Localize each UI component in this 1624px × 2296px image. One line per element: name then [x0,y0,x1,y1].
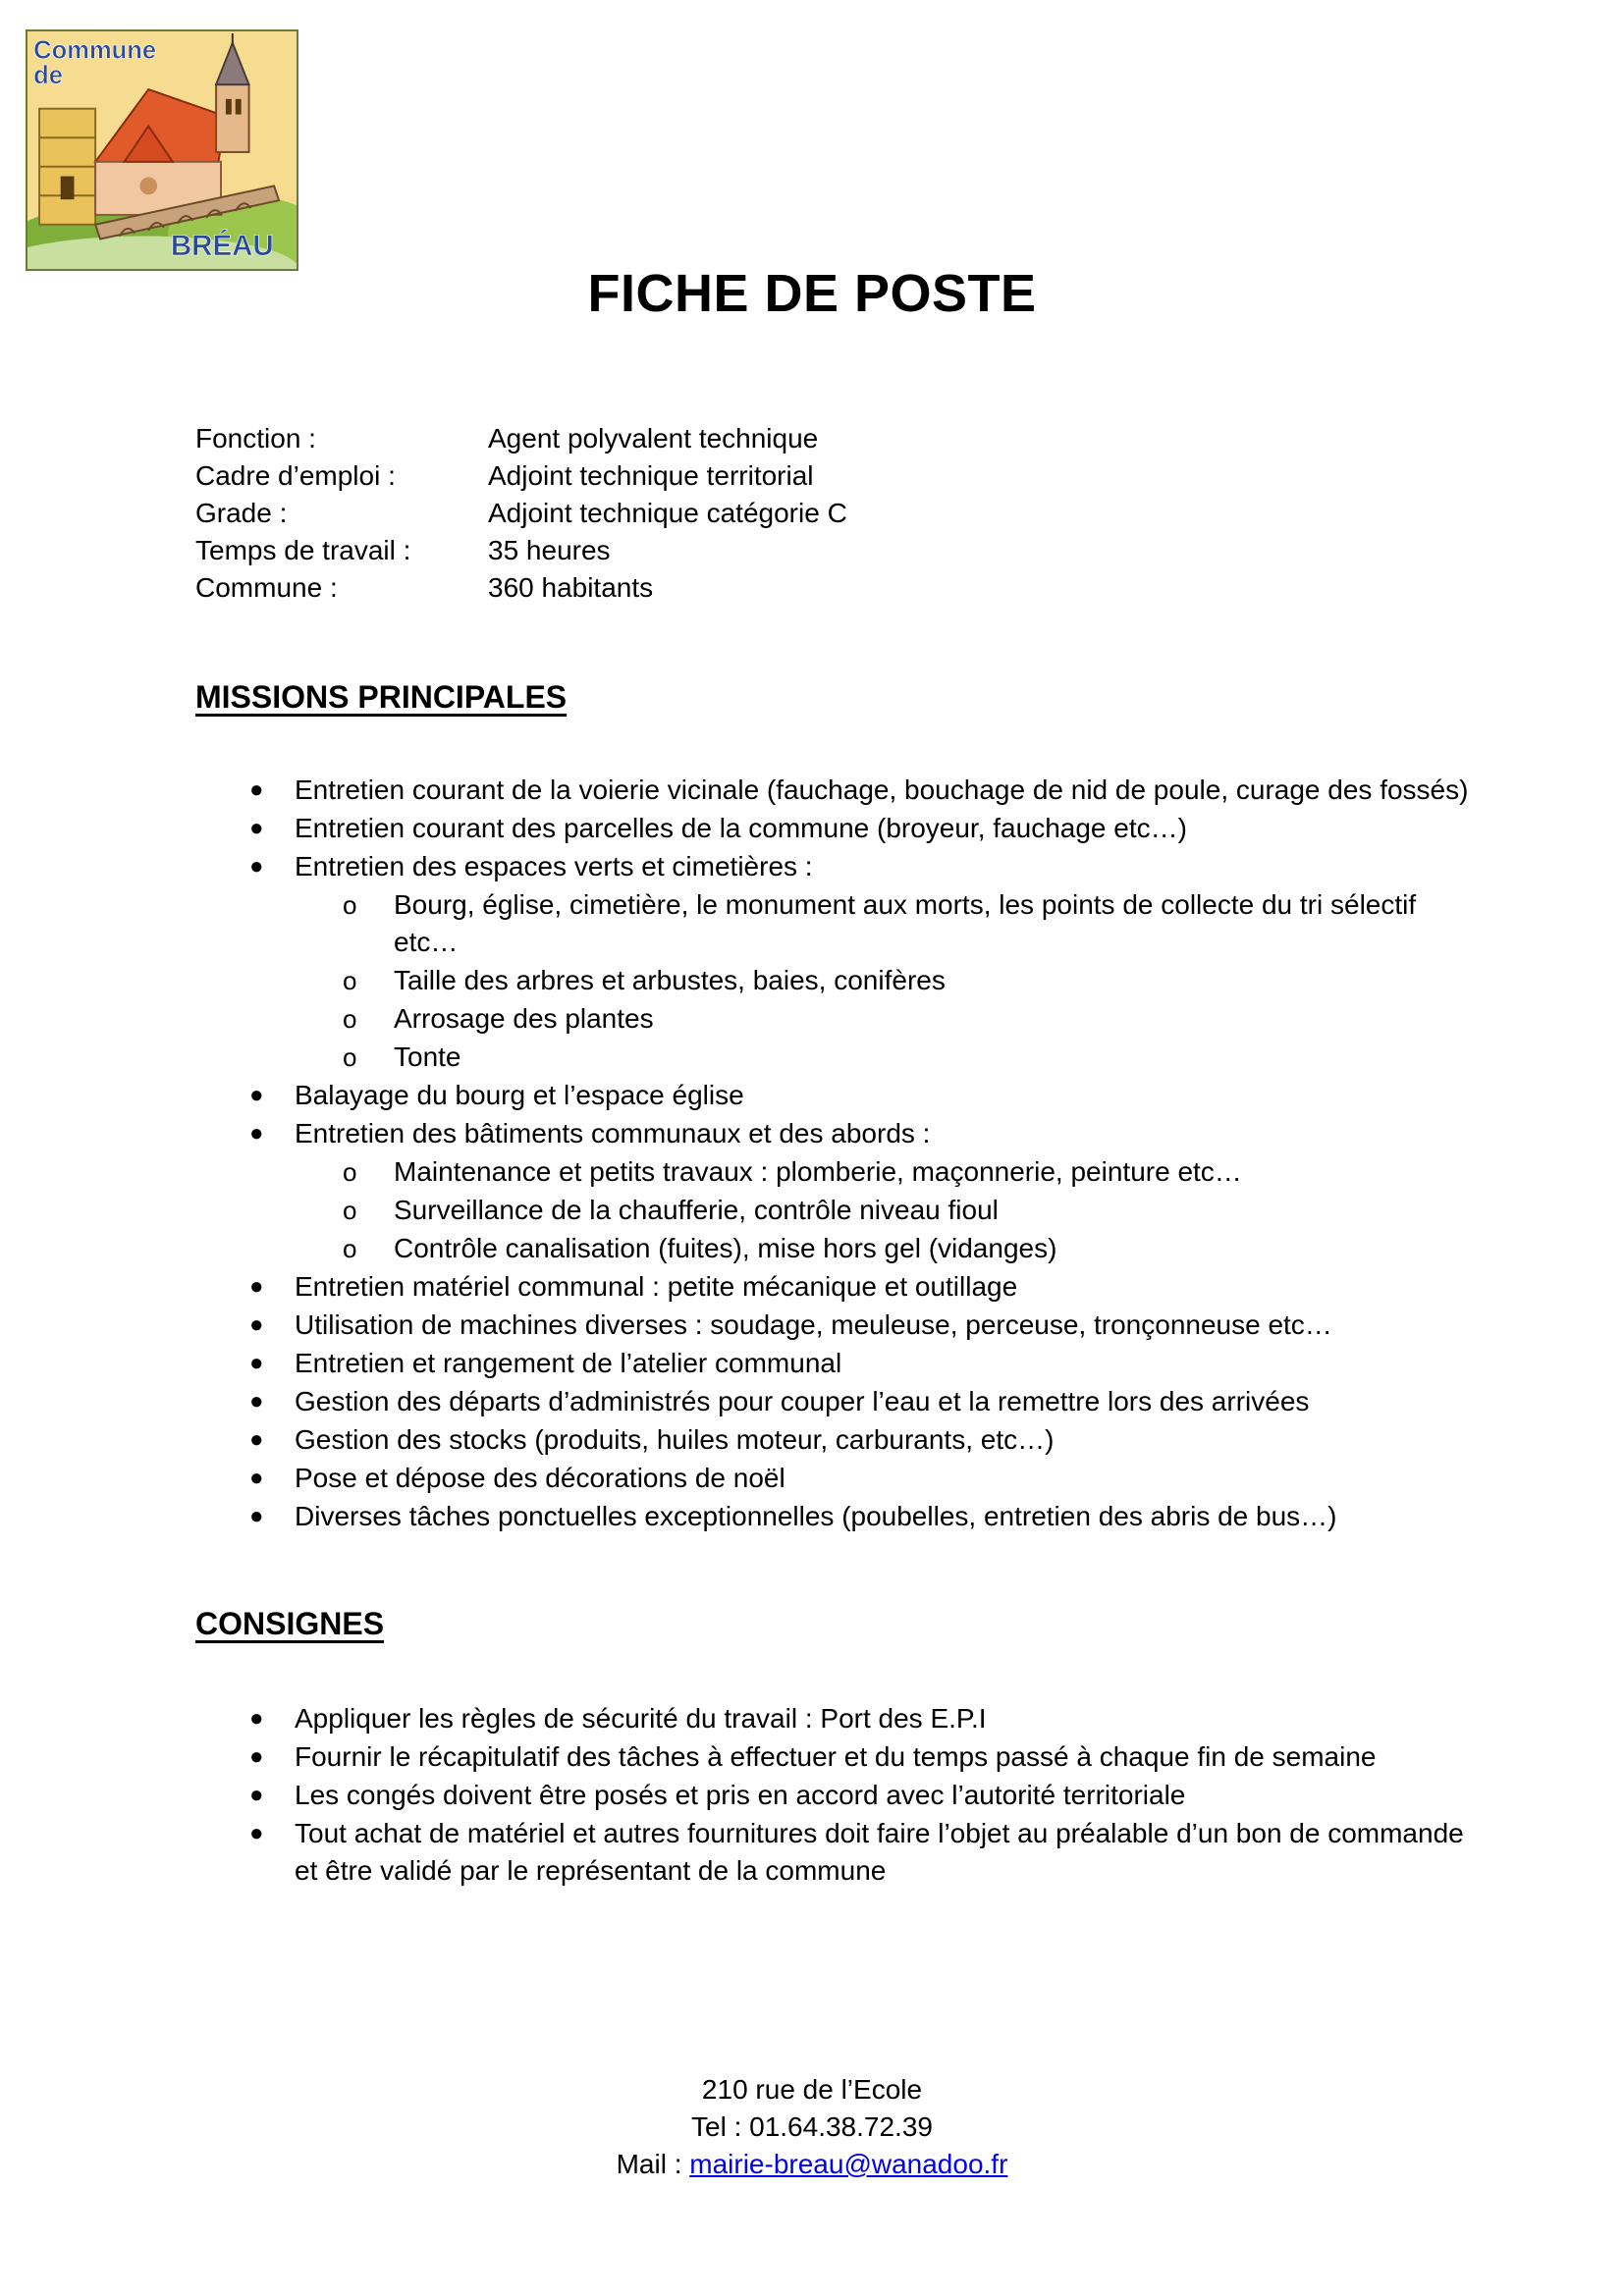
missions-heading: MISSIONS PRINCIPALES [195,679,568,715]
list-item-text: Entretien matériel communal : petite mécanique et outillage [295,1271,1018,1302]
list-item-text: Entretien courant des parcelles de la commune (broyeur, fauchage etc…) [295,813,1187,843]
page-title: FICHE DE POSTE [587,264,1037,323]
list-item [195,848,1472,885]
circle-bullet-icon: o [343,890,357,920]
footer-contact [0,2071,1624,2183]
info-label: Commune : [195,572,338,603]
list-item [195,1345,1472,1382]
info-value: Adjoint technique territorial [488,460,814,491]
list-item-text: Maintenance et petits travaux : plomberie, maçonnerie, peinture etc… [394,1156,1242,1187]
list-item-text: Gestion des départs d’administrés pour couper l’eau et la remettre lors des arrivées [295,1386,1310,1416]
bullet-icon: ● [249,1082,264,1108]
list-item-text: Les congés doivent être posés et pris en accord avec l’autorité territoriale [295,1780,1186,1810]
list-item-text: Taille des arbres et arbustes, baies, conifères [394,965,946,995]
consignes-list [195,1700,1472,1891]
circle-bullet-icon: o [343,1157,357,1187]
list-item [195,1077,1472,1114]
footer-tel: Tel : 01.64.38.72.39 [691,2111,933,2142]
consignes-heading: CONSIGNES [195,1606,385,1641]
bullet-icon: ● [249,1311,264,1338]
info-label: Grade : [195,498,288,528]
info-value: Adjoint technique catégorie C [488,498,847,528]
bullet-icon: ● [249,776,264,803]
list-item [195,1115,1472,1152]
list-item [195,1268,1472,1306]
list-item-text: Entretien des bâtiments communaux et des abords : [295,1118,931,1148]
bullet-icon: ● [249,1782,264,1808]
footer-mail-line [0,2146,1624,2183]
info-value: 360 habitants [488,572,654,603]
list-item-text: Fournir le récapitulatif des tâches à effectuer et du temps passé à chaque fin de semaine [295,1741,1377,1772]
bullet-icon: ● [249,1388,264,1415]
list-item-text: Diverses tâches ponctuelles exceptionnelles (poubelles, entretien des abris de bus…) [295,1501,1337,1531]
list-item [195,1700,1472,1737]
bullet-icon: ● [249,1820,264,1846]
list-item [195,810,1472,847]
bullet-icon: ● [249,815,264,841]
bullet-icon: ● [249,1743,264,1770]
circle-bullet-icon: o [343,1234,357,1263]
circle-bullet-icon: o [343,1042,357,1072]
logo-line2: de [33,62,64,90]
sub-list-item [195,962,1472,999]
logo-line1: Commune [33,36,157,65]
list-item-text: Balayage du bourg et l’espace église [295,1080,744,1110]
list-item-text: Pose et dépose des décorations de noël [295,1463,785,1493]
bullet-icon: ● [249,1273,264,1300]
list-item-text: Tout achat de matériel et autres fournitures doit faire l’objet au préalable d’un bon de commande et être validé par le représentant de la commune [295,1818,1464,1886]
list-item-text: Bourg, église, cimetière, le monument aux morts, les points de collecte du tri sélectif etc… [394,889,1417,957]
email-link[interactable]: mairie-breau@wanadoo.fr [689,2149,1008,2179]
sub-list-item [195,1192,1472,1229]
sub-list-item [195,1000,1472,1038]
bullet-icon: ● [249,1426,264,1453]
list-item-text: Entretien des espaces verts et cimetières : [295,851,813,881]
bullet-icon: ● [249,1350,264,1376]
commune-logo [26,29,298,271]
logo-commune-name: BRÉAU [170,230,274,263]
missions-list [195,772,1472,1536]
list-item-text: Appliquer les règles de sécurité du travail : Port des E.P.I [295,1703,987,1734]
circle-bullet-icon: o [343,1004,357,1034]
list-item-text: Contrôle canalisation (fuites), mise hors gel (vidanges) [394,1233,1057,1263]
info-value: 35 heures [488,535,611,565]
sub-list-item [195,886,1472,961]
bullet-icon: ● [249,853,264,880]
list-item [195,772,1472,809]
footer-mail-label: Mail : [616,2149,690,2179]
bullet-icon: ● [249,1120,264,1147]
bullet-icon: ● [249,1503,264,1529]
church-logo-icon [27,31,297,269]
list-item [195,1460,1472,1497]
footer-address: 210 rue de l’Ecole [701,2074,923,2105]
list-item [195,1383,1472,1420]
list-item [195,1738,1472,1776]
info-label: Fonction : [195,423,316,454]
info-value: Agent polyvalent technique [488,423,819,454]
list-item [195,1307,1472,1344]
sub-list-item [195,1230,1472,1267]
bullet-icon: ● [249,1705,264,1732]
info-label: Cadre d’emploi : [195,460,396,491]
circle-bullet-icon: o [343,1196,357,1225]
info-label: Temps de travail : [195,535,411,565]
list-item [195,1421,1472,1459]
list-item-text: Utilisation de machines diverses : soudage, meuleuse, perceuse, tronçonneuse etc… [295,1309,1332,1340]
list-item [195,1498,1472,1535]
list-item-text: Entretien et rangement de l’atelier communal [295,1348,842,1378]
bullet-icon: ● [249,1465,264,1491]
list-item-text: Surveillance de la chaufferie, contrôle niveau fioul [394,1195,999,1225]
circle-bullet-icon: o [343,966,357,995]
list-item-text: Arrosage des plantes [394,1003,654,1034]
list-item-text: Gestion des stocks (produits, huiles moteur, carburants, etc…) [295,1424,1055,1455]
list-item-text: Entretien courant de la voierie vicinale (fauchage, bouchage de nid de poule, curage des fossés) [295,774,1469,805]
list-item-text: Tonte [394,1041,461,1072]
sub-list-item [195,1039,1472,1076]
sub-list-item [195,1153,1472,1191]
list-item [195,1777,1472,1814]
list-item [195,1815,1472,1890]
